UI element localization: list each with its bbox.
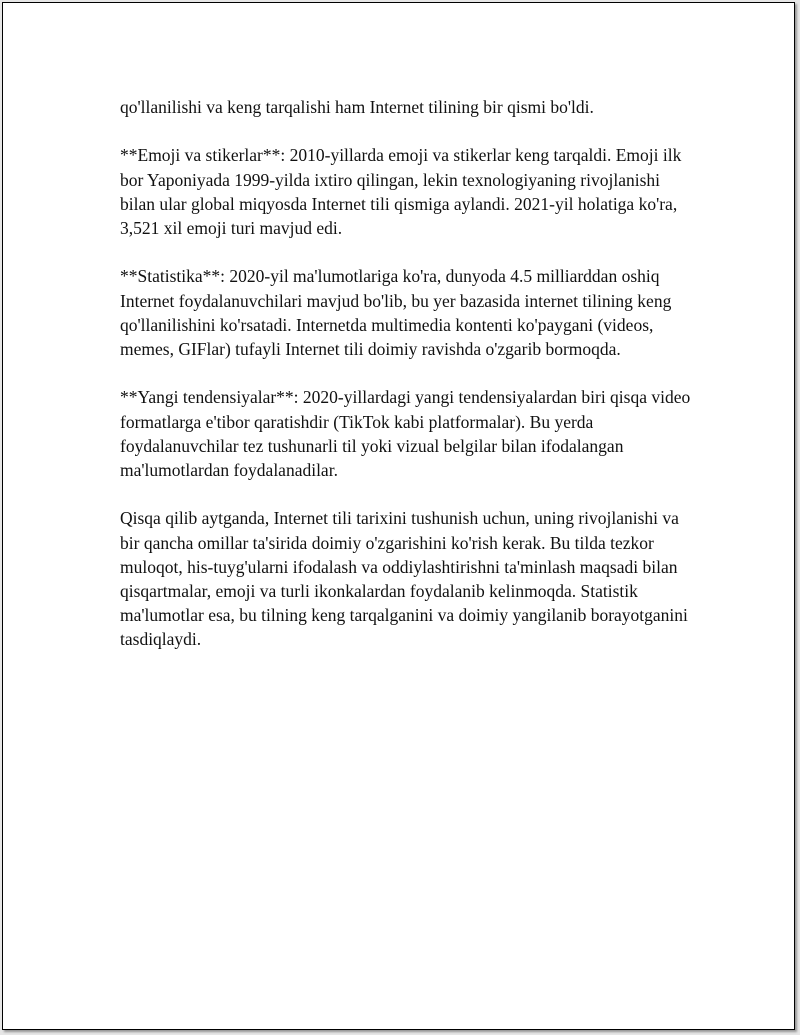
page-content xyxy=(120,95,695,676)
paragraph-conclusion: Qisqa qilib aytganda, Internet tili tarixini tushunish uchun, uning rivojlanishi va bir qancha omillar ta'sirida doimiy o'zgarishini ko'rish kerak. Bu tilda tezkor muloqot, his-tuyg'ularni ifodalash va oddiylashtirishni ta'minlash maqsadi bilan qisqartmalar, emoji va turli ikonkalardan foydalanib kelinmoqda. Statistik ma'lumotlar esa, bu tilning keng tarqalganini va doimiy yangilanib borayotganini tasdiqlaydi. xyxy=(120,508,688,650)
paragraph-emoji: **Emoji va stikerlar**: 2010-yillarda emoji va stikerlar keng tarqaldi. Emoji ilk bor Yaponiyada 1999-yilda ixtiro qilingan, lekin texnologiyaning rivojlanishi bilan ular global miqyosda Internet tili qismiga aylandi. 2021-yil holatiga ko'ra, 3,521 xil emoji turi mavjud edi. xyxy=(120,145,682,238)
paragraph-continuation: qo'llanilishi va keng tarqalishi ham Internet tilining bir qismi bo'ldi. xyxy=(120,97,594,117)
paragraph-new-trends: **Yangi tendensiyalar**: 2020-yillardagi yangi tendensiyalardan biri qisqa video formatlarga e'tibor qaratishdir (TikTok kabi platformalar). Bu yerda foydalanuvchilar tez tushunarli til yoki vizual belgilar bilan ifodalangan ma'lumotlardan foydalanadilar. xyxy=(120,387,691,480)
document-page xyxy=(2,2,795,1030)
paragraph-statistics: **Statistika**: 2020-yil ma'lumotlariga ko'ra, dunyoda 4.5 milliarddan oshiq Internet foydalanuvchilari mavjud bo'lib, bu yer bazasida internet tilining keng qo'llanilishini ko'rsatadi. Internetda multimedia kontenti ko'paygani (videos, memes, GIFlar) tufayli Internet tili doimiy ravishda o'zgarib bormoqda. xyxy=(120,266,672,359)
